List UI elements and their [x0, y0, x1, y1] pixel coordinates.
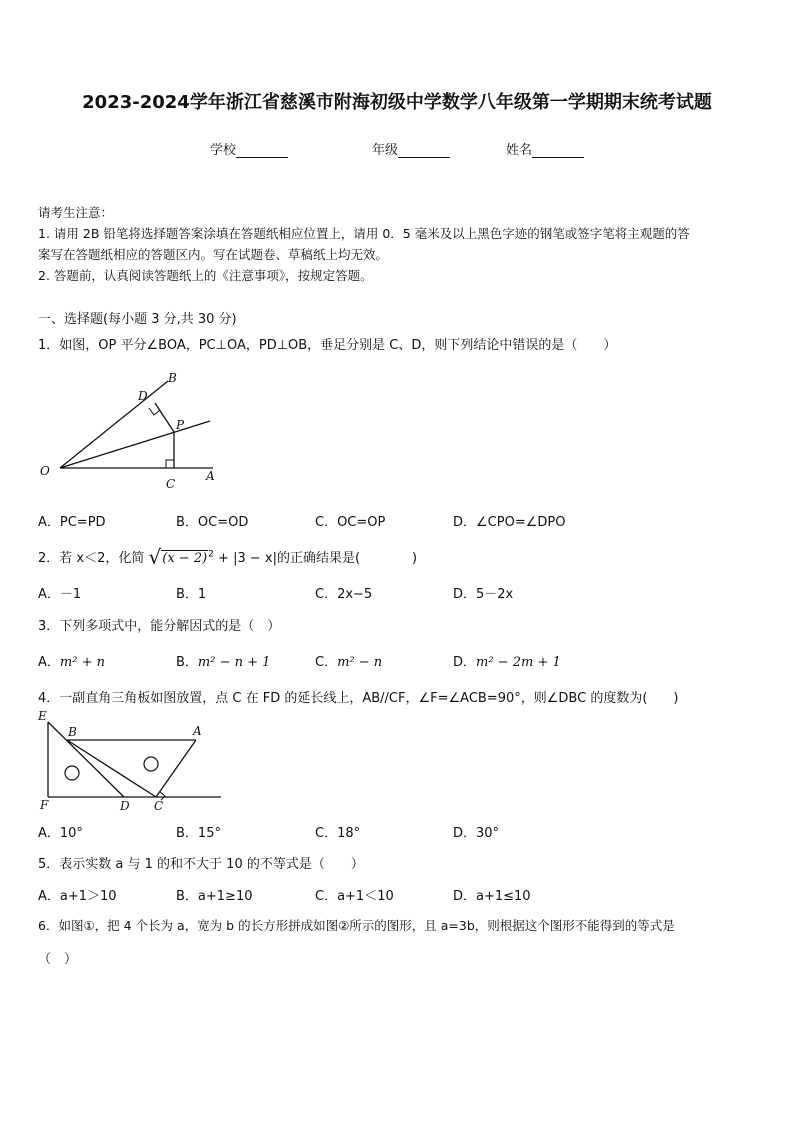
notice-line-1b: 案写在答题纸相应的答题区内。写在试题卷、草稿纸上均无效。 — [38, 247, 389, 262]
q3-option-b-math: m² − n + 1 — [197, 655, 271, 670]
sqrt-exponent: 2 — [208, 549, 214, 560]
label-c: C — [154, 799, 164, 813]
label-d: D — [120, 799, 130, 813]
label-b: B — [168, 371, 177, 385]
notice-line-2: 2. 答题前，认真阅读答题纸上的《注意事项》，按规定答题。 — [38, 268, 373, 283]
q3-option-b[interactable] — [176, 651, 270, 670]
segment-ac — [156, 740, 196, 797]
hole-left — [65, 766, 79, 780]
notice-heading: 请考生注意： — [38, 205, 114, 220]
hole-right — [144, 757, 158, 771]
page-title: 2023-2024学年浙江省慈溪市附海初级中学数学八年级第一学期期末统考试题 — [82, 92, 712, 113]
q3-option-d[interactable] — [453, 651, 561, 670]
q3-option-a-label: A． — [38, 655, 60, 670]
ray-ob — [60, 381, 168, 468]
label-b: B — [68, 725, 77, 739]
question-1-figure — [38, 366, 228, 494]
q2-stem-post: + |3 − x|的正确结果是( ) — [218, 551, 418, 566]
q2-option-d[interactable]: D．5－2x — [453, 587, 514, 602]
q3-option-b-label: B． — [176, 655, 198, 670]
ray-op — [60, 421, 210, 468]
q1-option-a[interactable]: A．PC=PD — [38, 515, 106, 530]
q2-stem-pre: 2．若 x＜2，化简 — [38, 551, 145, 566]
grade-field — [372, 139, 450, 158]
q3-option-d-math: m² − 2m + 1 — [476, 655, 561, 670]
question-4-stem: 4．一副直角三角板如图放置，点 C 在 FD 的延长线上，AB//CF，∠F=∠ACB=90°，则∠DBC 的度数为( ) — [38, 691, 679, 706]
q3-option-d-label: D． — [453, 655, 477, 670]
segment-bc — [67, 740, 156, 797]
question-6-stem: 6．如图①，把 4 个长为 a，宽为 b 的长方形拼成如图②所示的图形，且 a=3b，则根据这个图形不能得到的等式是 — [38, 918, 675, 933]
q2-option-c[interactable]: C．2x−5 — [315, 587, 373, 602]
sqrt-sign: √ — [148, 545, 162, 569]
segment-pd — [155, 403, 174, 432]
question-2-stem — [38, 545, 417, 569]
question-1-stem: 1．如图，OP 平分∠BOA，PC⊥OA，PD⊥OB，垂足分别是 C、D，则下列结论中错误的是（ ） — [38, 338, 617, 353]
q4-option-a[interactable]: A．10° — [38, 826, 83, 841]
right-angle-c — [166, 460, 174, 468]
question-6-stem-continued: （ ） — [38, 952, 78, 967]
q2-option-a[interactable]: A．－1 — [38, 587, 82, 602]
name-blank — [532, 143, 584, 158]
question-4-figure — [36, 708, 226, 816]
school-label: 学校 — [210, 143, 237, 158]
name-label: 姓名 — [506, 143, 533, 158]
q5-option-b[interactable]: B．a+1≥10 — [176, 889, 253, 904]
q1-option-b[interactable]: B．OC=OD — [176, 515, 249, 530]
school-field — [210, 139, 288, 158]
q4-option-d[interactable]: D．30° — [453, 826, 500, 841]
sqrt-expression — [149, 545, 214, 569]
q3-option-c[interactable] — [315, 651, 382, 670]
label-a: A — [193, 724, 202, 738]
q5-option-c[interactable]: C．a+1＜10 — [315, 889, 394, 904]
q2-option-b[interactable]: B．1 — [176, 587, 207, 602]
q3-option-a-math: m² + n — [59, 655, 105, 670]
q1-option-d[interactable]: D．∠CPO=∠DPO — [453, 515, 566, 530]
section-heading: 一、选择题(每小题 3 分,共 30 分) — [38, 312, 237, 327]
q5-option-d[interactable]: D．a+1≤10 — [453, 889, 531, 904]
label-d: D — [138, 389, 148, 403]
q5-option-a[interactable]: A．a+1＞10 — [38, 889, 117, 904]
q4-option-c[interactable]: C．18° — [315, 826, 361, 841]
q3-option-a[interactable] — [38, 651, 105, 670]
segment-ed — [48, 722, 124, 797]
notice-line-1a: 1. 请用 2B 铅笔将选择题答案涂填在答题纸相应位置上，请用 0．5 毫米及以上黑色字迹的钢笔或签字笔将主观题的答 — [38, 226, 690, 241]
label-o: O — [40, 464, 50, 478]
label-f: F — [40, 798, 49, 812]
grade-blank — [398, 143, 450, 158]
question-3-stem: 3．下列多项式中，能分解因式的是（ ） — [38, 619, 281, 634]
label-c: C — [166, 477, 176, 491]
question-5-stem: 5．表示实数 a 与 1 的和不大于 10 的不等式是（ ） — [38, 857, 364, 872]
q1-option-c[interactable]: C．OC=OP — [315, 515, 386, 530]
q3-option-c-label: C． — [315, 655, 338, 670]
label-p: P — [176, 418, 185, 432]
name-field — [506, 139, 584, 158]
grade-label: 年级 — [372, 143, 399, 158]
label-a: A — [206, 469, 215, 483]
sqrt-body: (x − 2) — [162, 551, 208, 566]
label-e: E — [38, 709, 47, 723]
q3-option-c-math: m² − n — [337, 655, 383, 670]
q4-option-b[interactable]: B．15° — [176, 826, 221, 841]
school-blank — [236, 143, 288, 158]
